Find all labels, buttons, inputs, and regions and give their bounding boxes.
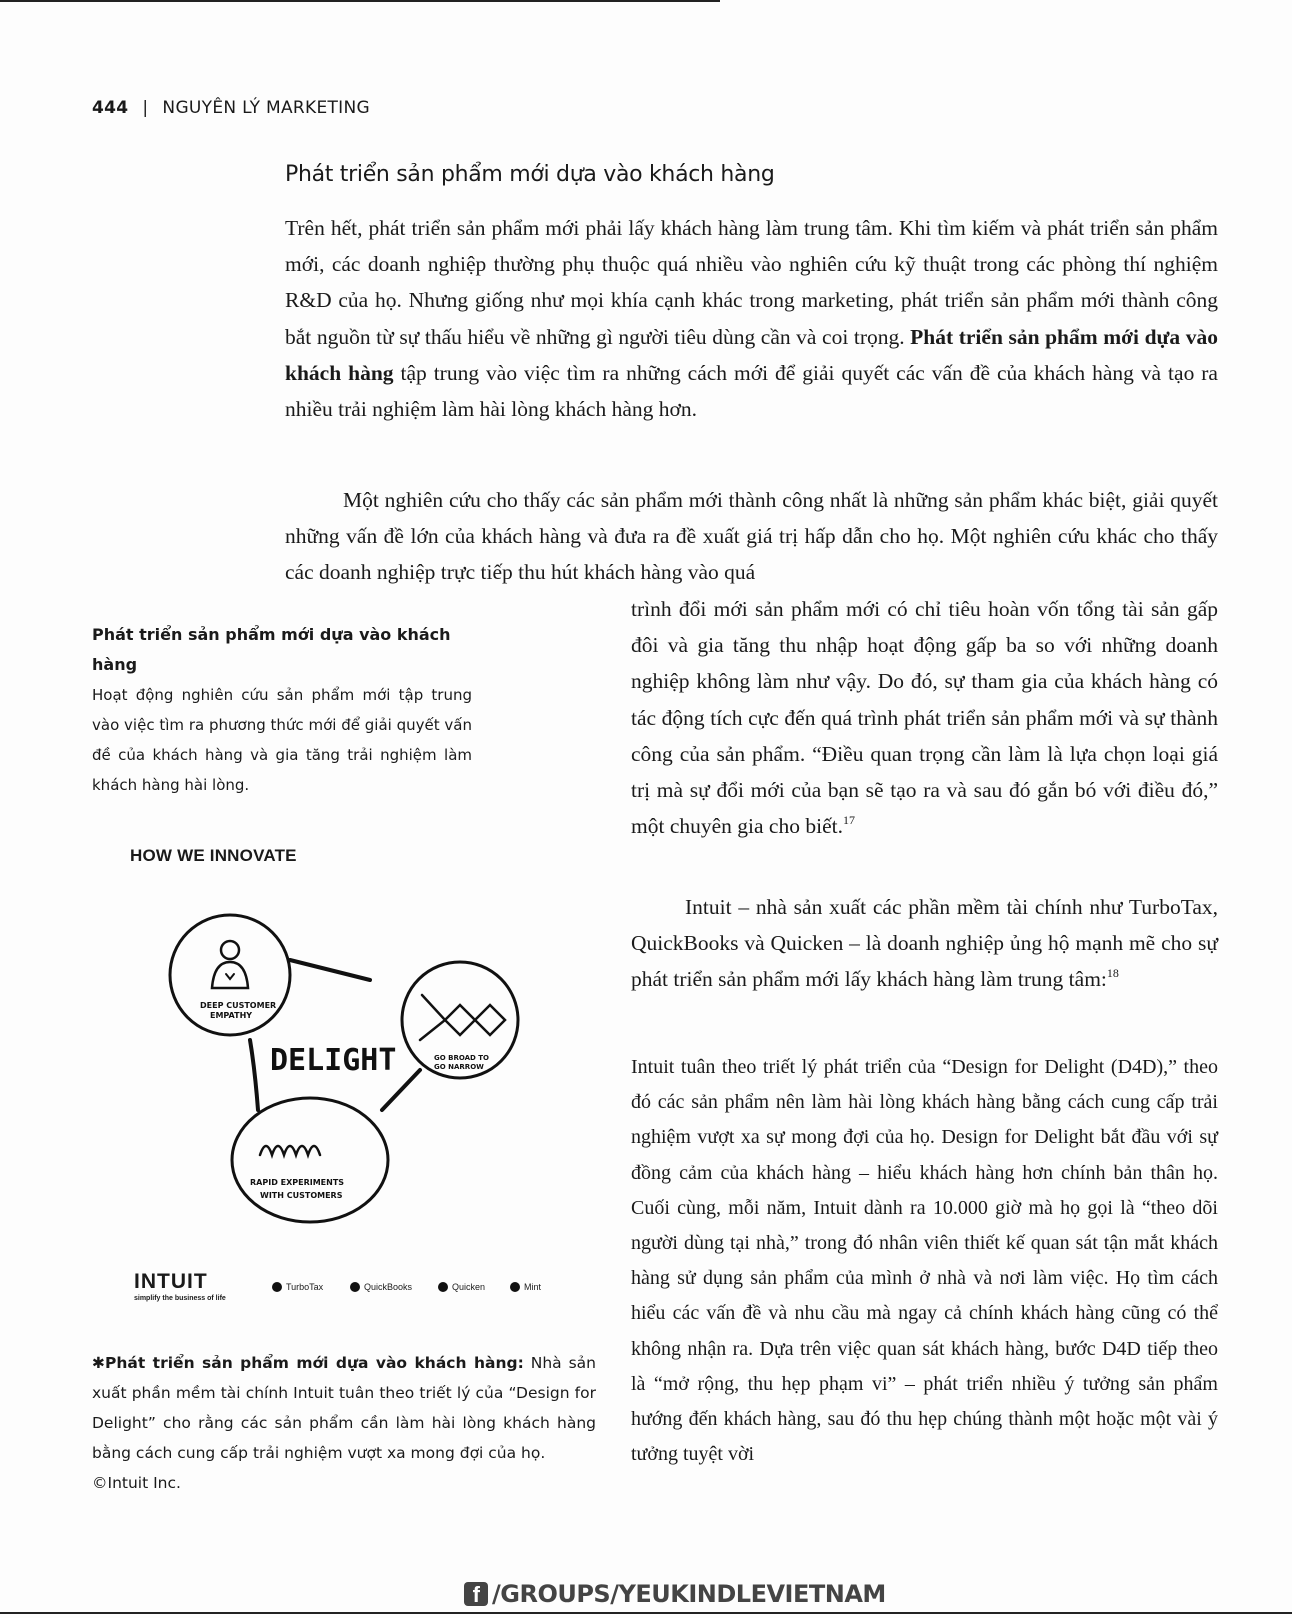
figure-how-we-innovate bbox=[110, 840, 580, 1310]
footnote-ref-18[interactable]: 18 bbox=[1106, 966, 1119, 981]
caption-credit: ©Intuit Inc. bbox=[92, 1474, 181, 1492]
running-head bbox=[92, 98, 370, 118]
broad-label-1: GO BROAD TO bbox=[434, 1054, 490, 1062]
block-quote: Intuit tuân theo triết lý phát triển của “Design for Delight (D4D),” theo đó các sản phẩm nên làm hài lòng khách hàng bằng cách cung cấp trải nghiệm vượt xa sự mong đợi của họ. Design for Delight bắt đầu với sự đồng cảm của khách hàng – hiểu khách hàng hơn chính bản thân họ. Cuối cùng, mỗi năm, Intuit dành ra 10.000 giờ mà họ gọi là “theo dõi người dùng tại nhà,” trong đó nhân viên thiết kế quan sát tận mắt khách hàng sử dụng sản phẩm của mình ở nhà và nơi làm việc. Họ tìm cách hiểu các vấn đề và nhu cầu mà ngay cả chính khách hàng cũng có thể không nhận ra. Dựa trên việc quan sát khách hàng, bước D4D tiếp theo là “mở rộng, thu hẹp phạm vi” – phát triển nhiều ý tưởng sản phẩm hướng đến khách hàng, sau đó thu hẹp chúng thành một hoặc một vài ý tưởng tuyệt vời bbox=[631, 1056, 1218, 1466]
turbotax-icon bbox=[272, 1282, 282, 1292]
broad-label-2: GO NARROW bbox=[434, 1063, 484, 1071]
paragraph-1-text-b: tập trung vào việc tìm ra những cách mới để giải quyết các vấn đề của khách hàng và tạo ra nhiều trải nghiệm làm hài lòng khách hàng hơn. bbox=[285, 360, 1218, 422]
book-title: NGUYÊN LÝ MARKETING bbox=[162, 98, 370, 118]
facebook-icon: f bbox=[464, 1582, 488, 1606]
innovation-sketch-diagram bbox=[110, 880, 580, 1270]
paragraph-2-wide: Một nghiên cứu cho thấy các sản phẩm mới thành công nhất là những sản phẩm khác biệt, giải quyết những vấn đề lớn của khách hàng và đưa ra đề xuất giá trị hấp dẫn cho họ. Một nghiên cứu khác cho thấy các doanh nghiệp trực tiếp thu hút khách hàng vào quá bbox=[285, 488, 1218, 585]
footer-group-link[interactable]: /GROUPS/YEUKINDLEVIETNAM bbox=[492, 1580, 886, 1608]
mint-leaf-icon bbox=[510, 1282, 520, 1292]
brand-quicken: Quicken bbox=[438, 1282, 485, 1292]
brand-mint: Mint bbox=[510, 1282, 541, 1292]
key-term-inline: Phát triển sản phẩm mới dựa vào khách hàng bbox=[285, 324, 1218, 385]
margin-definition bbox=[92, 620, 472, 800]
quicken-icon bbox=[438, 1282, 448, 1292]
bottom-rule bbox=[0, 1612, 1292, 1614]
top-rule bbox=[0, 0, 720, 2]
definition-text: Hoạt động nghiên cứu sản phẩm mới tập trung vào việc tìm ra phương thức mới để giải quyết vấn đề của khách hàng và gia tăng trải nghiệm làm khách hàng hài lòng. bbox=[92, 686, 472, 794]
paragraph-2-narrow-text: trình đổi mới sản phẩm mới có chỉ tiêu hoàn vốn tổng tài sản gấp đôi và gia tăng thu nhập hoạt động gấp ba so với những doanh nghiệp không làm như vậy. Do đó, sự tham gia của khách hàng có tác động tích cực đến quá trình phát triển sản phẩm mới và sự thành công của sản phẩm. “Điều quan trọng cần làm là lựa chọn loại giá trị mà sự đổi mới của bạn sẽ tạo ra và sau đó gắn bó với điều đó,” một chuyên gia cho biết. bbox=[631, 597, 1218, 839]
paragraph-3-text: Intuit – nhà sản xuất các phần mềm tài chính như TurboTax, QuickBooks và Quicken – là doanh nghiệp ủng hộ mạnh mẽ cho sự phát triển sản phẩm mới lấy khách hàng làm trung tâm: bbox=[631, 895, 1218, 992]
quickbooks-icon bbox=[350, 1282, 360, 1292]
caption-lead: Phát triển sản phẩm mới dựa vào khách hàng: bbox=[105, 1354, 524, 1372]
paragraph-1-text-a: Trên hết, phát triển sản phẩm mới phải lấy khách hàng làm trung tâm. Khi tìm kiếm và phát triển sản phẩm mới, các doanh nghiệp thường phụ thuộc quá nhiều vào nghiên cứu kỹ thuật trong các phòng thí nghiệm R&D của họ. Nhưng giống như mọi khía cạnh khác trong marketing, phát triển sản phẩm mới thành công bắt nguồn từ sự thấu hiểu về những gì người tiêu dùng cần và coi trọng. bbox=[285, 216, 1218, 349]
experiments-label-1: RAPID EXPERIMENTS bbox=[250, 1178, 345, 1187]
footer-watermark bbox=[464, 1580, 886, 1608]
paragraph-1 bbox=[285, 210, 1218, 427]
brand-turbotax: TurboTax bbox=[272, 1282, 323, 1292]
page-number: 444 bbox=[92, 98, 129, 118]
intuit-tagline: simplify the business of life bbox=[134, 1295, 226, 1302]
section-title: Phát triển sản phẩm mới dựa vào khách hàng bbox=[285, 162, 775, 187]
caption-text: Nhà sản xuất phần mềm tài chính Intuit tuân theo triết lý của “Design for Delight” cho rằng các sản phẩm cần làm hài lòng khách hàng bằng cách cung cấp trải nghiệm vượt xa mong đợi của họ. bbox=[92, 1354, 596, 1462]
brand-quickbooks: QuickBooks bbox=[350, 1282, 412, 1292]
caption-marker: ✱ bbox=[92, 1354, 105, 1372]
empathy-label-1: DEEP CUSTOMER bbox=[200, 1001, 277, 1010]
figure-title: HOW WE INNOVATE bbox=[130, 846, 297, 865]
header-separator: | bbox=[142, 98, 149, 118]
definition-term: Phát triển sản phẩm mới dựa vào khách hàng bbox=[92, 625, 451, 674]
figure-caption bbox=[92, 1348, 596, 1498]
empathy-label-2: EMPATHY bbox=[210, 1011, 253, 1020]
experiments-circle bbox=[232, 1098, 388, 1222]
experiments-label-2: WITH CUSTOMERS bbox=[260, 1191, 343, 1200]
paragraph-2-narrow bbox=[631, 591, 1218, 844]
footnote-ref-17[interactable]: 17 bbox=[842, 813, 855, 828]
intuit-logo: INTUIT bbox=[134, 1270, 208, 1293]
paragraph-3 bbox=[631, 889, 1218, 998]
delight-label: DELIGHT bbox=[270, 1043, 397, 1078]
